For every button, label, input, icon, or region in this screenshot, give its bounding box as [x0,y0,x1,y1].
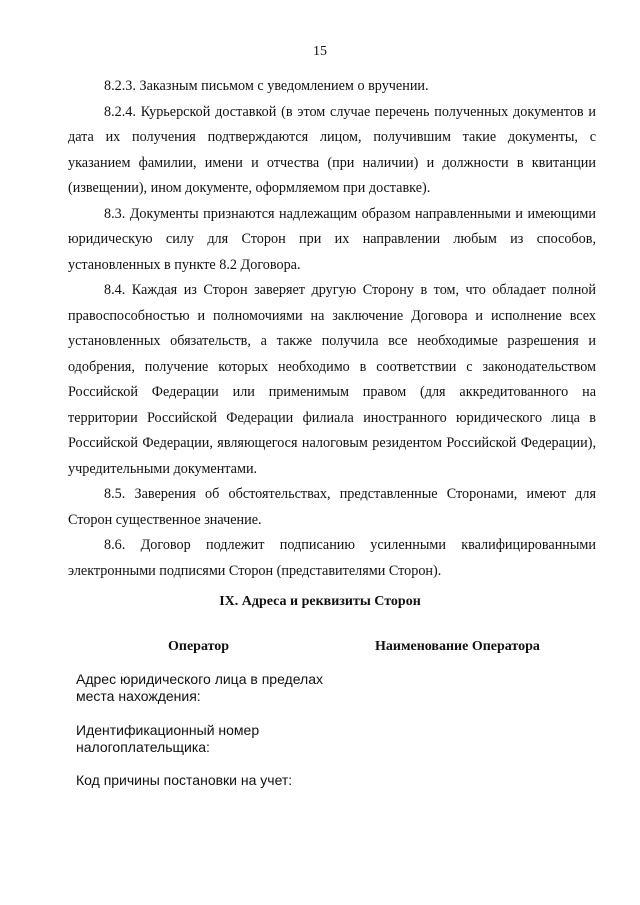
field-taxpayer-id: Идентификационный номер налогоплательщика: [76,722,260,755]
paragraph-8-2-3: 8.2.3. Заказным письмом с уведомлением о вручении. [104,78,429,94]
paragraph-8-3: 8.3. Документы признаются надлежащим образом направленными и имеющими юридическую силу для Сторон при их направлении любым из способов, установленных в пункте 8.2 Договора. [68,205,596,273]
section-title: IX. Адреса и реквизиты Сторон [219,594,421,609]
field-registration-reason-code: Код причины постановки на учет: [76,772,293,788]
paragraph-8-4: 8.4. Каждая из Сторон заверяет другую Сторону в том, что обладает полной правоспособностью и полномочиями на заключение Договора и исполнение всех установленных обязательств, а также получила все необходимые разрешения и одобрения, получение которых необходимо в соответствии с законодательством Российской Федерации или применимым правом (для аккредитованного на территории Российской Федерации филиала иностранного юридического лица в Российской Федерации, являющегося налоговым резидентом Российской Федерации), учредительными документами. [68,282,596,477]
column-heading-operator: Оператор [168,639,230,654]
document-body [68,74,596,584]
column-heading-operator-name: Наименование Оператора [375,639,540,654]
paragraph-8-2-4: 8.2.4. Курьерской доставкой (в этом случае перечень полученных документов и дата их получения подтверждаются лицом, получившим такие документы, с указанием фамилии, имени и отчества (при наличии) и должности в квитанции (извещении), ином документе, оформляемом при доставке). [68,103,596,196]
paragraph-8-6: 8.6. Договор подлежит подписанию усиленными квалифицированными электронными подписями Сторон (представителями Сторон). [68,537,596,579]
page-number: 15 [313,44,327,59]
paragraph-8-5: 8.5. Заверения об обстоятельствах, представленные Сторонами, имеют для Сторон существенное значение. [68,486,596,528]
field-legal-address: Адрес юридического лица в пределах места нахождения: [76,671,323,704]
